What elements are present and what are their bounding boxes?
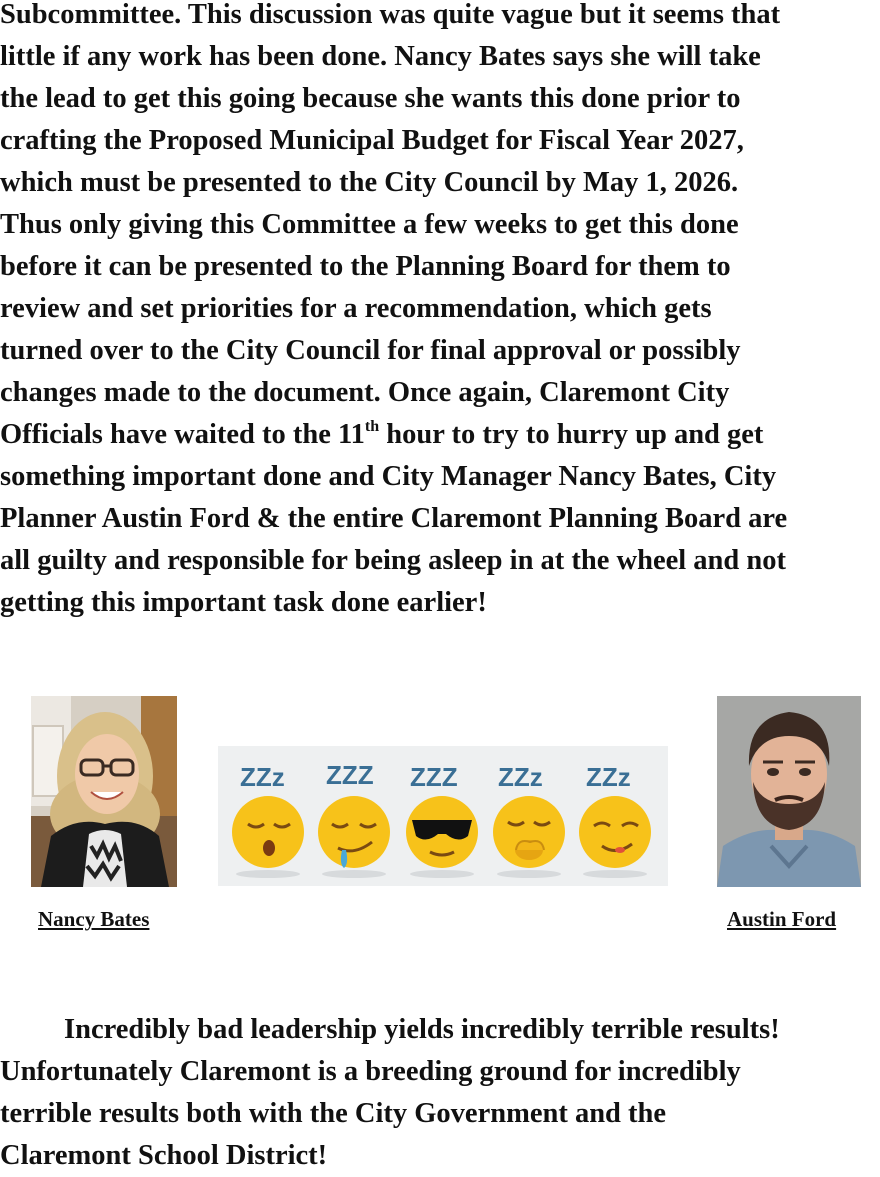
- zzz-label: ZZZ: [410, 762, 458, 792]
- text-line: Unfortunately Claremont is a breeding ground for incredibly: [0, 1056, 741, 1087]
- superscript-th: th: [364, 418, 380, 435]
- sleeping-emojis-illustration: [218, 746, 668, 886]
- text-line: getting this important task done earlier!: [0, 587, 487, 618]
- text-line: all guilty and responsible for being asleep in at the wheel and not: [0, 545, 786, 576]
- sleeping-face-icon: [232, 796, 304, 868]
- text-line: something important done and City Manager Nancy Bates, City: [0, 461, 777, 492]
- portrait-photo-nancy-bates: [31, 696, 177, 887]
- sleepy-smile-face-icon: [579, 796, 651, 868]
- text-line: before it can be presented to the Planning Board for them to: [0, 251, 731, 282]
- text-line: turned over to the City Council for final approval or possibly: [0, 335, 741, 366]
- zzz-label: ZZz: [240, 762, 285, 792]
- text-line: review and set priorities for a recommendation, which gets: [0, 293, 712, 324]
- paragraph-2: [0, 1009, 880, 1177]
- text-line: Thus only giving this Committee a few weeks to get this done: [0, 209, 739, 240]
- sunglasses-face-icon: [406, 796, 478, 868]
- text-fragment: Officials have waited to the 11: [0, 419, 365, 450]
- text-fragment: hour to try to hurry up and get: [379, 419, 764, 450]
- zzz-label: ZZZ: [326, 760, 374, 790]
- zzz-label: ZZz: [586, 762, 631, 792]
- caption-austin-ford: Austin Ford: [727, 907, 837, 931]
- text-line: the lead to get this going because she wants this done prior to: [0, 83, 741, 114]
- text-line: little if any work has been done. Nancy Bates says she will take: [0, 41, 761, 72]
- text-line: Planner Austin Ford & the entire Claremont Planning Board are: [0, 503, 788, 534]
- portrait-illustration: [31, 696, 177, 887]
- text-line: crafting the Proposed Municipal Budget for Fiscal Year 2027,: [0, 125, 744, 156]
- text-line: Incredibly bad leadership yields incredibly terrible results!: [64, 1014, 780, 1045]
- yawning-face-icon: [493, 796, 565, 868]
- sleepy-emoji-strip: [218, 746, 668, 886]
- text-line-11th-hour: [0, 414, 880, 456]
- text-line: which must be presented to the City Council by May 1, 2026.: [0, 167, 739, 198]
- portrait-illustration: [717, 696, 861, 887]
- text-line: terrible results both with the City Government and the: [0, 1098, 667, 1129]
- drooling-face-icon: [318, 796, 390, 868]
- portrait-photo-austin-ford: [717, 696, 861, 887]
- caption-nancy-bates: Nancy Bates: [38, 907, 150, 931]
- text-line: Claremont School District!: [0, 1140, 328, 1171]
- zzz-label: ZZz: [498, 762, 543, 792]
- text-line: changes made to the document. Once again, Claremont City: [0, 377, 730, 408]
- text-line: Subcommittee. This discussion was quite vague but it seems that: [0, 0, 781, 30]
